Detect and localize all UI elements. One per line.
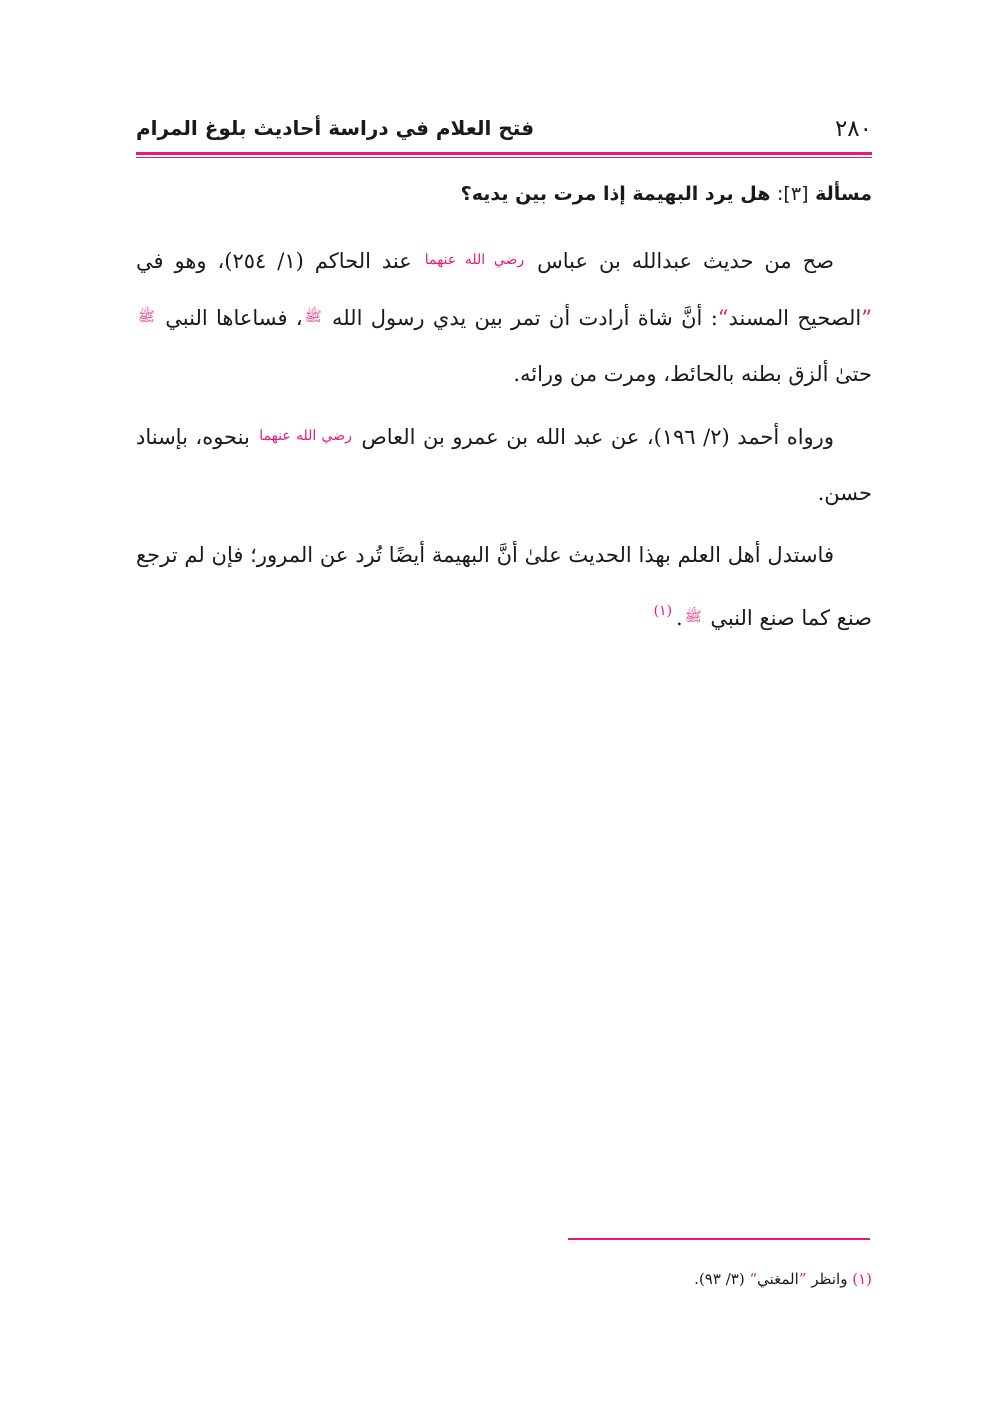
p3-text-1: فاستدل أهل العلم بهذا الحديث علىٰ أنَّ البهيمة أيضًا تُرد عن المرور؛ فإن لم ترجع صنع كما صنع النبي (136, 543, 872, 630)
footnote-number: (١) (852, 1270, 872, 1288)
page-header (136, 112, 872, 148)
paragraph-3 (136, 527, 872, 646)
p3-text-2: . (676, 606, 683, 630)
page-body (136, 176, 872, 652)
page-number: ٢٨٠ (834, 116, 872, 142)
honorific-glyph: رضي الله عنهما (259, 428, 352, 444)
footnote-reference[interactable]: (١) (653, 603, 673, 619)
salutation-glyph: ﷺ (304, 309, 322, 325)
header-rule-thick (136, 152, 872, 155)
p1-text-4: ، فساعاها النبي (165, 306, 303, 330)
p1-text-1: صح من حديث عبدالله بن عباس (537, 249, 834, 273)
quote-open-mark: ” (861, 306, 872, 330)
honorific-glyph: رضي الله عنهما (424, 252, 525, 268)
footnote-citation: (٣/ ٩٣). (694, 1270, 745, 1288)
paragraph-2 (136, 408, 872, 521)
quote-close-mark: “ (749, 1270, 758, 1288)
footnote-separator (568, 1238, 870, 1240)
salutation-glyph: ﷺ (138, 309, 155, 325)
question-label: مسألة (815, 183, 872, 205)
question-number: [٣]: (777, 183, 809, 205)
quote-open-mark: ” (798, 1270, 807, 1288)
p1-text-3: : أنَّ شاة أرادت أن تمر بين يدي رسول الله (331, 306, 718, 330)
header-rule-thin (136, 157, 872, 158)
footnote-prefix: وانظر (811, 1270, 848, 1288)
question-heading (136, 176, 872, 212)
p1-text-5: حتىٰ ألزق بطنه بالحائط، ومرت من ورائه. (513, 362, 872, 386)
p1-text-2: عند الحاكم (١/ ٢٥٤)، وهو في (136, 249, 412, 273)
salutation-glyph: ﷺ (684, 609, 702, 625)
p2-text-1: ورواه أحمد (٢/ ١٩٦)، عن عبد الله بن عمرو بن العاص (361, 425, 834, 449)
footnote-1 (136, 1266, 872, 1292)
paragraph-1 (136, 232, 872, 402)
running-title: فتح العلام في دراسة أحاديث بلوغ المرام (136, 116, 535, 140)
book-title: الصحيح المسند (728, 306, 862, 330)
quote-close-mark: “ (717, 306, 729, 330)
question-text: هل يرد البهيمة إذا مرت بين يديه؟ (460, 183, 771, 205)
p2-text-2: بنحوه، بإسناد حسن. (136, 425, 872, 505)
footnote-book-title: المغني (757, 1270, 799, 1288)
